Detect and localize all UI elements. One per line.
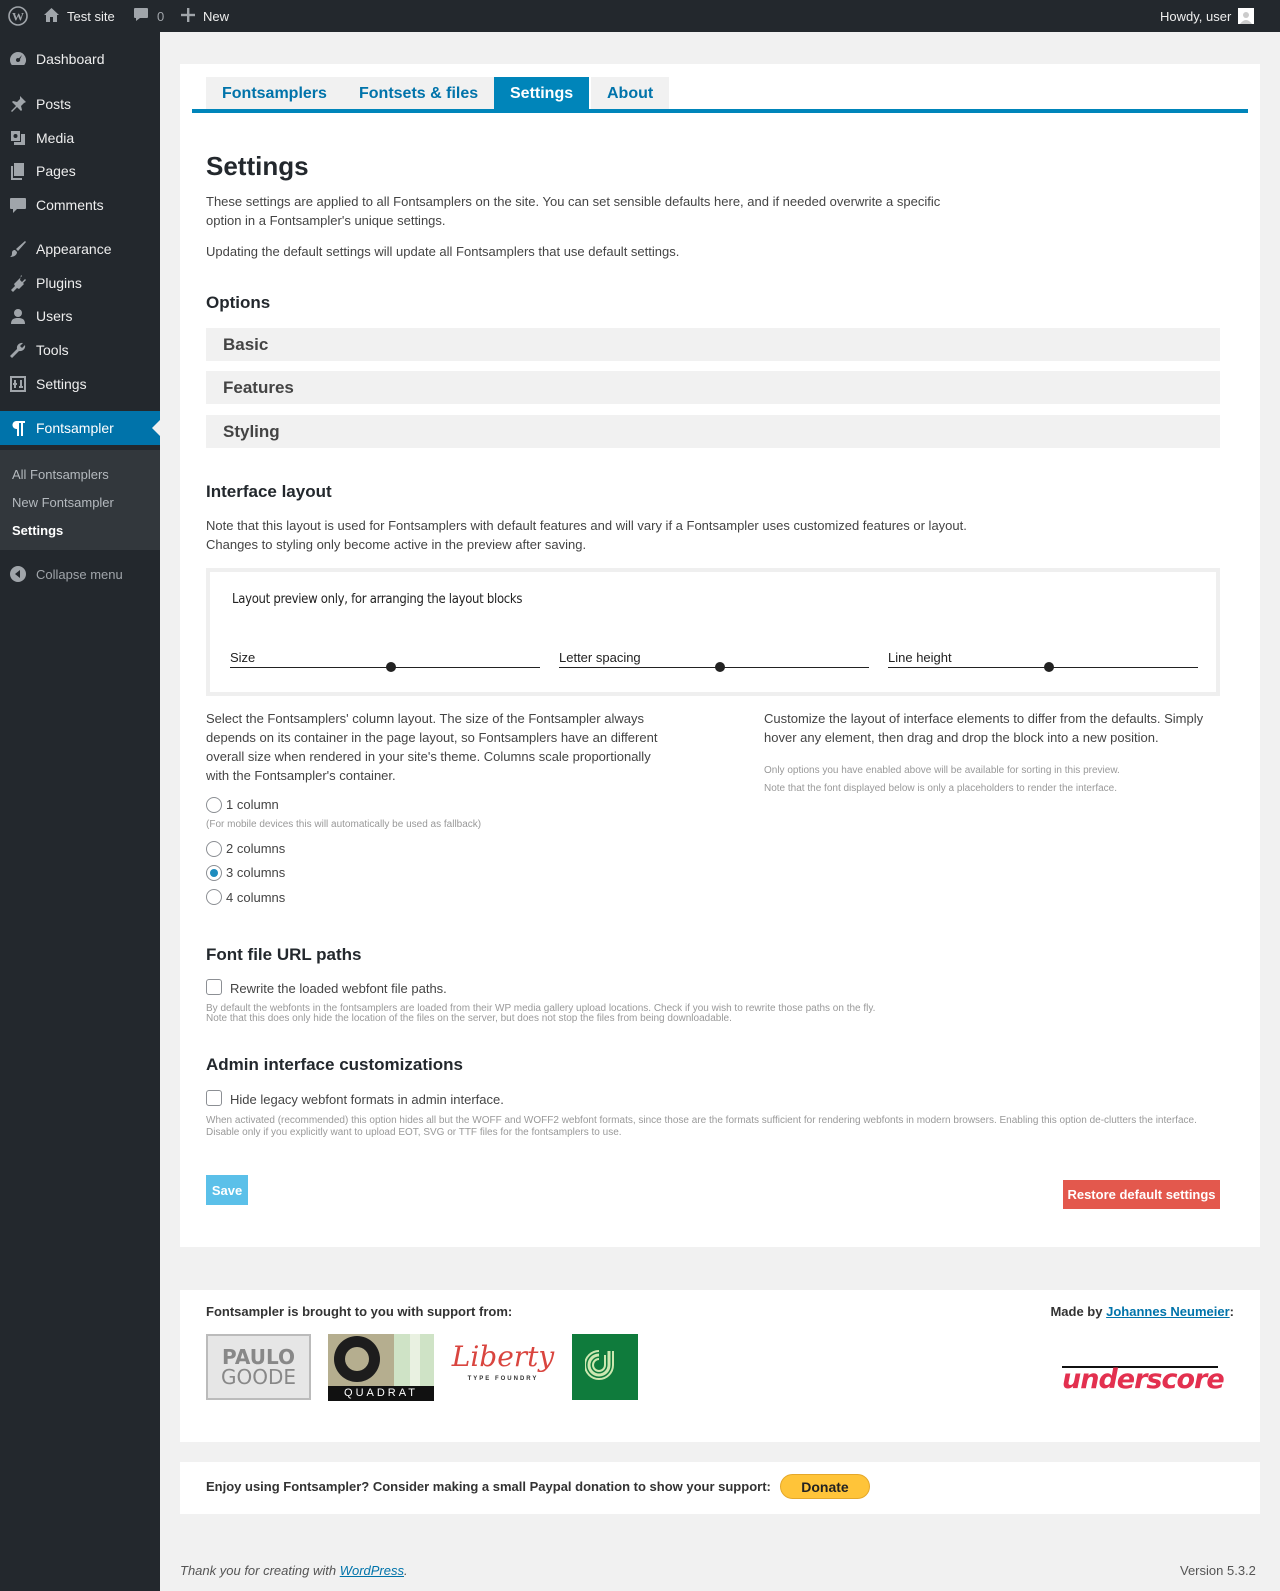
layout-preview[interactable] — [206, 568, 1220, 696]
tab-fontsamplers[interactable]: Fontsamplers — [206, 77, 343, 111]
type-foundry-text: TYPE FOUNDRY — [467, 1376, 539, 1382]
site-name: Test site — [67, 8, 115, 24]
column-fallback-note: (For mobile devices this will automatically be used as fallback) — [206, 819, 482, 830]
tab-settings[interactable]: Settings — [494, 77, 589, 111]
sidebar-item-label: Appearance — [36, 241, 112, 257]
customize-description: Customize the layout of interface elements to differ from the defaults. Simply hover any element, then drag and drop the block into a new position. — [764, 711, 1204, 745]
logo-stripe — [410, 1334, 420, 1386]
thanks-suffix: . — [404, 1563, 408, 1578]
dashboard-icon — [0, 50, 36, 68]
donate-button[interactable]: Donate — [780, 1474, 870, 1499]
thanks-prefix: Thank you for creating with — [180, 1563, 337, 1578]
line-height-slider-track[interactable] — [888, 667, 1198, 668]
collapse-icon — [0, 565, 36, 583]
font-url-paths-heading: Font file URL paths — [206, 945, 362, 964]
radio-label-2-columns[interactable]: 2 columns — [226, 841, 286, 856]
paulo-goode-logo[interactable] — [206, 1334, 311, 1400]
quadrat-logo[interactable] — [328, 1334, 434, 1401]
restore-defaults-button[interactable]: Restore default settings — [1063, 1180, 1220, 1209]
made-by-prefix: Made by — [1050, 1304, 1103, 1319]
sidebar-item-label: Settings — [36, 376, 87, 392]
plugin-icon — [0, 274, 36, 292]
sidebar-item-tools[interactable] — [0, 333, 160, 367]
sidebar-item-comments[interactable] — [0, 188, 160, 222]
intro-text-2: Updating the default settings will update all Fontsamplers that use default settings. — [206, 244, 680, 259]
brush-icon — [0, 240, 36, 258]
sidebar-item-pages[interactable] — [0, 154, 160, 188]
radio-label-1-column[interactable]: 1 column — [226, 797, 279, 812]
admin-bar — [0, 0, 1280, 32]
line-height-slider-label: Line height — [888, 650, 952, 665]
donate-box — [180, 1462, 1260, 1514]
collapse-menu-button[interactable] — [0, 557, 160, 591]
line-height-slider-handle[interactable] — [1044, 662, 1054, 672]
comments-link[interactable] — [133, 0, 164, 32]
columns-description: Select the Fontsamplers' column layout. The size of the Fontsampler always depends on its container in the page layout, so Fontsamplers have an different overall size when rendered in your site's theme. Columns scale proportionally with the Fontsampler's container. — [206, 711, 658, 783]
sidebar-item-plugins[interactable] — [0, 266, 160, 300]
accordion-features[interactable]: Features — [206, 371, 1220, 404]
new-content-link[interactable] — [181, 0, 229, 32]
footer-version: Version 5.3.2 — [1180, 1563, 1256, 1578]
size-slider-label: Size — [230, 650, 256, 665]
radio-3-columns[interactable] — [206, 865, 222, 881]
radio-4-columns[interactable] — [206, 889, 222, 905]
liberty-text: Liberty — [451, 1340, 555, 1373]
rewrite-paths-note-2: Note that this does only hide the location of the files on the server, but does not stop the files from being downloadable. — [206, 1013, 732, 1024]
wordpress-link[interactable]: WordPress — [339, 1563, 404, 1578]
rewrite-paths-note: By default the webfonts in the fontsamplers are loaded from their WP media gallery upload locations. Check if you wish to rewrite those paths on the fly. — [206, 1003, 876, 1014]
sidebar-item-label: Posts — [36, 96, 72, 112]
donate-text: Enjoy using Fontsampler? Consider making a small Paypal donation to show your support: — [206, 1479, 771, 1494]
layout-note: Note that this layout is used for Fontsamplers with default features and will vary if a Fontsampler uses customized features or layout. — [206, 518, 967, 533]
user-icon — [0, 307, 36, 325]
customize-note: Only options you have enabled above will be available for sorting in this preview. — [764, 765, 1120, 776]
fontsampler-submenu — [0, 450, 160, 550]
interface-layout-heading: Interface layout — [206, 482, 332, 501]
sidebar-item-fontsampler[interactable] — [0, 411, 160, 445]
radio-2-columns[interactable] — [206, 841, 222, 857]
howdy-text: Howdy, user — [1160, 8, 1232, 24]
settings-panel — [180, 64, 1260, 1247]
comments-count: 0 — [157, 8, 165, 24]
wrench-icon — [0, 341, 36, 359]
accordion-basic[interactable]: Basic — [206, 328, 1220, 361]
footer-thanks — [180, 1563, 408, 1578]
radio-label-3-columns[interactable]: 3 columns — [226, 865, 286, 880]
paulo-text: PAULO — [222, 1345, 295, 1369]
options-heading: Options — [206, 293, 271, 312]
made-by-suffix: : — [1229, 1304, 1234, 1319]
tab-fontsets-files[interactable]: Fontsets & files — [343, 77, 494, 111]
sidebar-item-media[interactable] — [0, 121, 160, 155]
hide-legacy-formats-label[interactable]: Hide legacy webfont formats in admin interface. — [230, 1092, 504, 1107]
sidebar-item-label: Tools — [36, 342, 69, 358]
preview-caption: Layout preview only, for arranging the layout blocks — [232, 592, 523, 607]
sidebar-item-appearance[interactable] — [0, 232, 160, 266]
page-title: Settings — [206, 151, 309, 181]
wordpress-logo-icon[interactable] — [8, 0, 28, 32]
media-icon — [0, 129, 36, 147]
quadrat-text: QUADRAT — [328, 1386, 434, 1401]
submenu-item-all-fontsamplers[interactable]: All Fontsamplers — [12, 467, 109, 482]
size-slider-track[interactable] — [230, 667, 540, 668]
rewrite-paths-label[interactable]: Rewrite the loaded webfont file paths. — [230, 981, 447, 996]
intro-text: These settings are applied to all Fontsamplers on the site. You can set sensible defaults here, and if needed overwrite a specific option in a Fontsampler's unique settings. — [206, 194, 941, 228]
sidebar-item-label: Media — [36, 130, 75, 146]
settings-icon — [0, 375, 36, 393]
pin-icon — [0, 95, 36, 113]
home-icon — [43, 7, 60, 26]
goode-text: GOODE — [220, 1365, 297, 1389]
current-arrow — [152, 420, 160, 436]
new-label: New — [203, 8, 230, 24]
svg-text:W: W — [12, 9, 24, 24]
customize-note-2: Note that the font displayed below is only a placeholders to render the interface. — [764, 783, 1117, 794]
author-link[interactable]: Johannes Neumeier — [1106, 1304, 1230, 1319]
radio-1-column[interactable] — [206, 797, 222, 813]
collapse-label: Collapse menu — [36, 566, 123, 582]
comment-icon — [133, 7, 149, 25]
admin-customizations-heading: Admin interface customizations — [206, 1055, 463, 1074]
rewrite-paths-checkbox[interactable] — [206, 979, 222, 995]
hide-legacy-formats-checkbox[interactable] — [206, 1090, 222, 1106]
pages-icon — [0, 162, 36, 180]
hide-legacy-formats-note: When activated (recommended) this option hides all but the WOFF and WOFF2 webfont formats, since those are the formats sufficient for rendering webfonts in modern browsers. Enabling this option de-clutters the interface. Disable only if you explicitly want to upload EOT, SVG or TTF files for the fontsamplers to use. — [206, 1115, 1197, 1138]
sidebar-item-label: Dashboard — [36, 51, 105, 67]
sidebar-item-label: Comments — [36, 197, 104, 213]
underscore-text: underscore — [1062, 1364, 1224, 1395]
radio-label-4-columns[interactable]: 4 columns — [226, 890, 286, 905]
liberty-logo[interactable] — [450, 1338, 556, 1398]
made-by — [1050, 1304, 1234, 1319]
site-name-link[interactable] — [43, 0, 115, 32]
sidebar-item-settings[interactable] — [0, 367, 160, 401]
submenu-item-new-fontsampler[interactable]: New Fontsampler — [12, 495, 114, 510]
plus-icon — [181, 8, 195, 25]
sidebar-item-dashboard[interactable] — [0, 42, 160, 76]
support-heading: Fontsampler is brought to you with support from: — [206, 1304, 513, 1319]
quadrat-mark-inner — [345, 1347, 369, 1371]
letter-spacing-slider-label: Letter spacing — [559, 650, 641, 665]
tab-underline — [192, 109, 1248, 113]
save-button[interactable]: Save — [206, 1175, 248, 1205]
support-box — [180, 1290, 1260, 1442]
foundry-mark-icon — [585, 1347, 625, 1387]
layout-note-2: Changes to styling only become active in the preview after saving. — [206, 537, 587, 552]
avatar — [1238, 8, 1254, 24]
sidebar-item-label: Users — [36, 308, 73, 324]
accordion-styling[interactable]: Styling — [206, 415, 1220, 448]
letter-spacing-slider-track[interactable] — [559, 667, 869, 668]
submenu-item-settings[interactable]: Settings — [12, 523, 64, 538]
sidebar-item-label: Plugins — [36, 275, 82, 291]
paragraph-icon — [0, 419, 36, 437]
comment-icon — [0, 196, 36, 214]
letter-spacing-slider-handle[interactable] — [715, 662, 725, 672]
my-account-link[interactable] — [1160, 0, 1254, 32]
green-foundry-logo[interactable] — [572, 1334, 638, 1400]
size-slider-handle[interactable] — [386, 662, 396, 672]
sidebar-item-posts[interactable] — [0, 87, 160, 121]
sidebar-item-label: Fontsampler — [36, 420, 114, 436]
sidebar-item-users[interactable] — [0, 299, 160, 333]
tab-about[interactable]: About — [591, 77, 669, 111]
admin-sidebar — [0, 32, 160, 1591]
underscore-logo[interactable] — [1062, 1358, 1224, 1400]
sidebar-item-label: Pages — [36, 163, 76, 179]
